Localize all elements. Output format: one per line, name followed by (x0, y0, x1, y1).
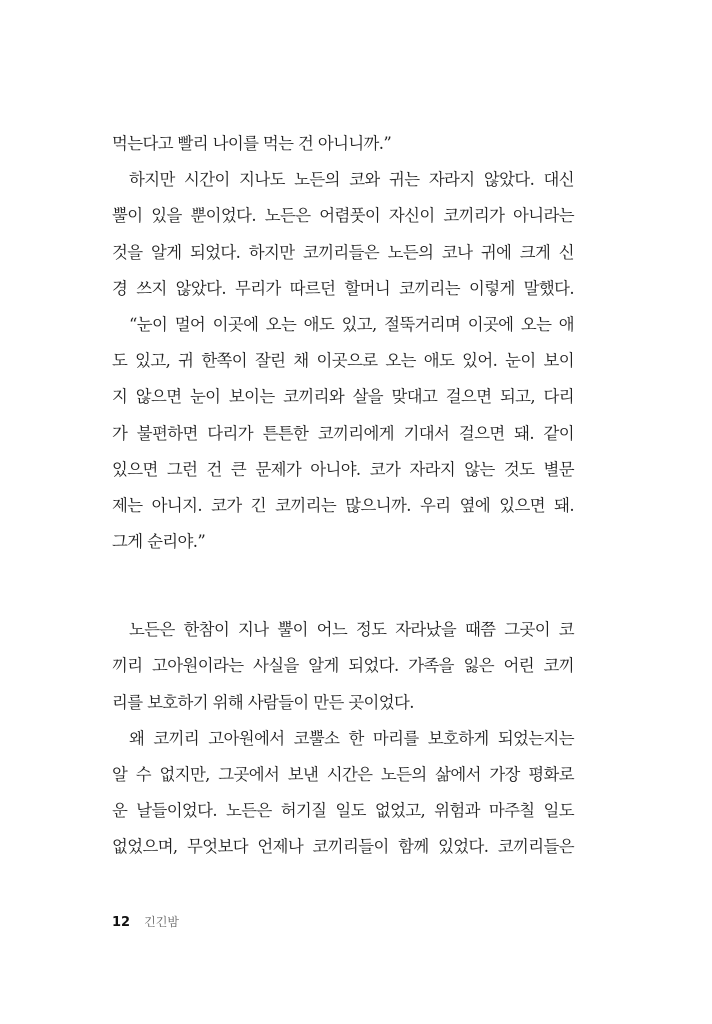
page-number: 12 (112, 915, 131, 930)
running-title: 긴긴밤 (144, 915, 180, 929)
text-line: 제는 아니지. 코가 긴 코끼리는 많으니까. 우리 옆에 있으면 돼. (112, 495, 574, 515)
page-footer (112, 912, 179, 933)
text-line: 알 수 없지만, 그곳에서 보낸 시간은 노든의 삶에서 가장 평화로 (112, 765, 574, 784)
paragraph (112, 721, 574, 866)
text-line: 하지만 시간이 지나도 노든의 코와 귀는 자라지 않았다. 대신 (129, 170, 574, 190)
text-line: 가 불편하면 다리가 튼튼한 코끼리에게 기대서 걸으면 돼. 같이 (112, 423, 574, 443)
text-line: 그게 순리야.” (112, 532, 206, 552)
text-line: “눈이 멀어 이곳에 오는 애도 있고, 절뚝거리며 이곳에 오는 애 (129, 314, 574, 334)
paragraph (112, 612, 574, 721)
text-line: 있으면 그런 건 큰 문제가 아니야. 코가 자라지 않는 것도 별문 (112, 459, 574, 479)
text-line: 노든은 한참이 지나 뿔이 어느 정도 자라났을 때쯤 그곳이 코 (129, 620, 574, 640)
text-line: 끼리 고아원이라는 사실을 알게 되었다. 가족을 잃은 어린 코끼 (112, 656, 574, 676)
text-line: 먹는다고 빨리 나이를 먹는 건 아니니까.” (112, 134, 392, 153)
text-line: 뿔이 있을 뿐이었다. 노든은 어렴풋이 자신이 코끼리가 아니라는 (112, 206, 574, 226)
text-line: 없었으며, 무엇보다 언제나 코끼리들이 함께 있었다. 코끼리들은 (112, 837, 574, 857)
text-line: 것을 알게 되었다. 하지만 코끼리들은 노든의 코나 귀에 크게 신 (112, 242, 574, 262)
paragraph (112, 162, 574, 307)
text-line: 경 쓰지 않았다. 무리가 따르던 할머니 코끼리는 이렇게 말했다. (112, 278, 574, 298)
body-text (112, 126, 574, 866)
text-line: 도 있고, 귀 한쪽이 잘린 채 이곳으로 오는 애도 있어. 눈이 보이 (112, 351, 574, 371)
text-line: 왜 코끼리 고아원에서 코뿔소 한 마리를 보호하게 되었는지는 (129, 728, 574, 748)
text-line: 리를 보호하기 위해 사람들이 만든 곳이었다. (112, 692, 414, 712)
section-break (112, 560, 574, 612)
paragraph (112, 307, 574, 560)
paragraph (112, 126, 574, 162)
text-line: 지 않으면 눈이 보이는 코끼리와 살을 맞대고 걸으면 되고, 다리 (112, 387, 574, 407)
text-line: 운 날들이었다. 노든은 허기질 일도 없었고, 위험과 마주칠 일도 (112, 801, 574, 821)
